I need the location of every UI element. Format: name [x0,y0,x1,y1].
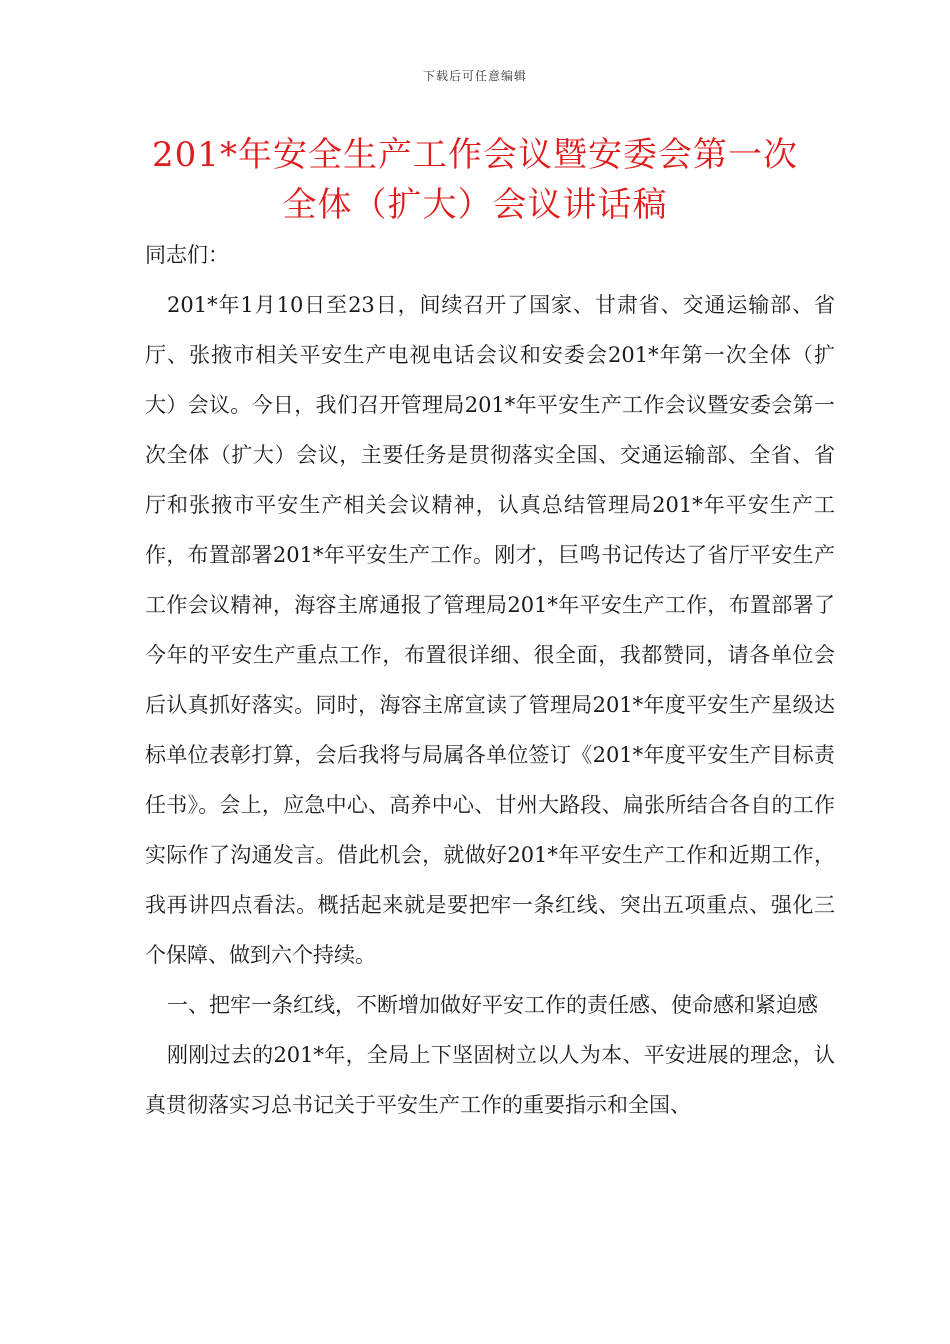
document-body [145,230,835,1130]
document-title-line-1: 201*年安全生产工作会议暨安委会第一次 [152,135,798,175]
document-title-line-2: 全体（扩大）会议讲话稿 [282,185,668,225]
body-paragraph: 刚刚过去的201*年，全局上下坚固树立以人为本、平安进展的理念，认真贯彻落实习总书记关于平安生产工作的重要指示和全国、 [145,1043,835,1117]
salutation: 同志们： [145,243,229,267]
header-note: 下载后可任意编辑 [422,69,527,83]
section-heading: 一、把牢一条红线，不断增加做好平安工作的责任感、使命感和紧迫感 [167,993,818,1017]
body-paragraph: 201*年1月10日至23日，间续召开了国家、甘肃省、交通运输部、省厅、张掖市相关平安生产电视电话会议和安委会201*年第一次全体（扩大）会议。今日，我们召开管理局201*年平安生产工作会议暨安委会第一次全体（扩大）会议，主要任务是贯彻落实全国、交通运输部、全省、省厅和张掖市平安生产相关会议精神，认真总结管理局201*年平安生产工作，布置部署201*年平安生产工作。刚才，巨鸣书记传达了省厅平安生产工作会议精神，海容主席通报了管理局201*年平安生产工作，布置部署了今年的平安生产重点工作，布置很详细、很全面，我都赞同，请各单位会后认真抓好落实。同时，海容主席宣读了管理局201*年度平安生产星级达标单位表彰打算，会后我将与局属各单位签订《201*年度平安生产目标责任书》。会上，应急中心、高养中心、甘州大路段、扁张所结合各自的工作实际作了沟通发言。借此机会，就做好201*年平安生产工作和近期工作，我再讲四点看法。概括起来就是要把牢一条红线、突出五项重点、强化三个保障、做到六个持续。 [145,293,835,967]
